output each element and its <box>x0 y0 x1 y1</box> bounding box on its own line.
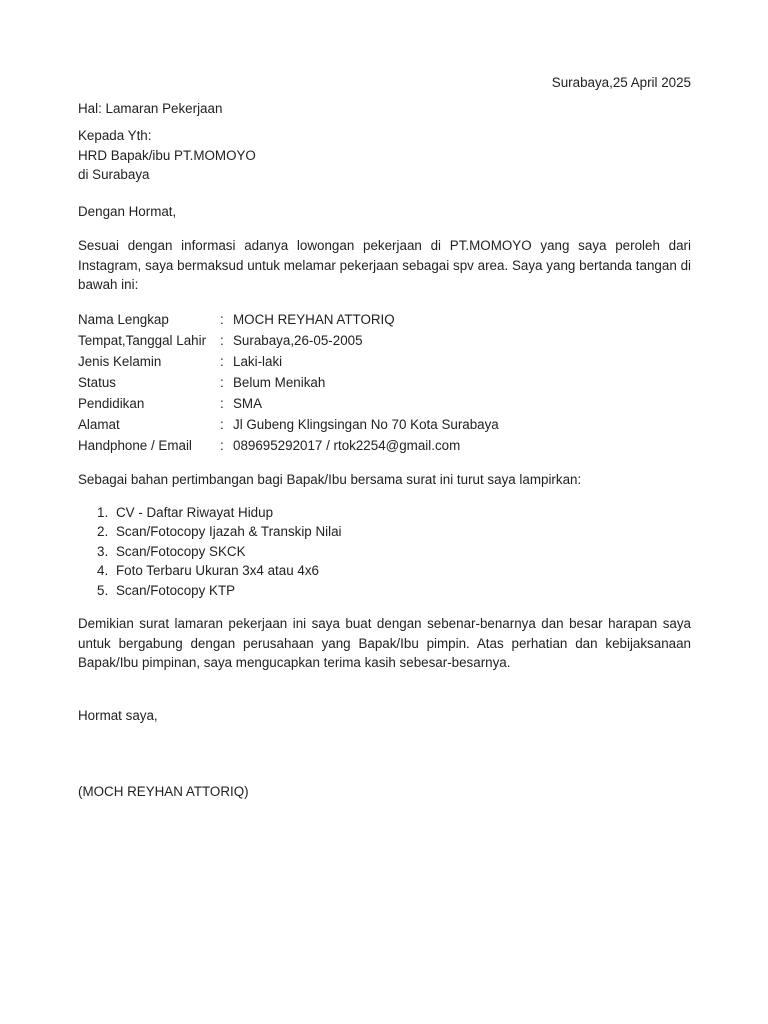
list-text: Scan/Fotocopy Ijazah & Transkip Nilai <box>116 524 342 540</box>
list-text: Foto Terbaru Ukuran 3x4 atau 4x6 <box>116 563 319 579</box>
detail-colon: : <box>220 417 224 432</box>
recipient-block <box>78 126 256 185</box>
detail-colon: : <box>220 396 224 411</box>
detail-value: MOCH REYHAN ATTORIQ <box>233 312 395 327</box>
signature-name: (MOCH REYHAN ATTORIQ) <box>78 784 249 799</box>
closing-paragraph: Demikian surat lamaran pekerjaan ini saya buat dengan sebenar-benarnya dan besar harapan saya untuk bergabung dengan perusahaan yang Bapak/Ibu pimpin. Atas perhatian dan kebijaksanaan Bapak/Ibu pimpinan, saya mengucapkan terima kasih sebesar-besarnya. <box>78 616 691 670</box>
attachments-intro: Sebagai bahan pertimbangan bagi Bapak/Ibu bersama surat ini turut saya lampirkan: <box>78 472 582 487</box>
detail-row <box>78 372 499 393</box>
detail-label: Jenis Kelamin <box>78 354 162 369</box>
detail-colon: : <box>220 438 224 453</box>
detail-colon: : <box>220 375 224 390</box>
detail-value: Laki-laki <box>233 354 283 369</box>
list-text: CV - Daftar Riwayat Hidup <box>116 505 274 520</box>
detail-label: Alamat <box>78 417 120 432</box>
recipient-line: Kepada Yth: <box>78 128 152 143</box>
list-number: 2. <box>97 524 109 540</box>
recipient-line: di Surabaya <box>78 167 150 182</box>
list-text: Scan/Fotocopy KTP <box>116 582 236 598</box>
detail-row <box>78 414 499 435</box>
list-item <box>78 522 342 541</box>
detail-colon: : <box>220 333 224 348</box>
applicant-details-table <box>78 309 499 456</box>
detail-label: Status <box>78 375 116 390</box>
letter-date: Surabaya,25 April 2025 <box>551 75 691 90</box>
list-number: 1. <box>97 505 109 520</box>
detail-value: Jl Gubeng Klingsingan No 70 Kota Surabaya <box>233 417 499 432</box>
detail-value: SMA <box>233 396 263 411</box>
detail-row <box>78 309 499 330</box>
detail-colon: : <box>220 354 224 369</box>
detail-label: Tempat,Tanggal Lahir <box>78 333 207 348</box>
detail-label: Nama Lengkap <box>78 312 169 327</box>
detail-value: Surabaya,26-05-2005 <box>233 333 363 348</box>
signoff: Hormat saya, <box>78 708 158 723</box>
letter-subject: Hal: Lamaran Pekerjaan <box>78 101 223 116</box>
detail-row <box>78 435 499 456</box>
list-item <box>78 581 342 600</box>
detail-colon: : <box>220 312 224 327</box>
list-item <box>78 503 342 522</box>
list-text: Scan/Fotocopy SKCK <box>116 543 246 559</box>
detail-value: Belum Menikah <box>233 375 326 390</box>
recipient-line: HRD Bapak/ibu PT.MOMOYO <box>78 147 256 163</box>
detail-row <box>78 351 499 372</box>
list-number: 5. <box>97 582 109 598</box>
intro-paragraph: Sesuai dengan informasi adanya lowongan pekerjaan di PT.MOMOYO yang saya peroleh dari Instagram, saya bermaksud untuk melamar pekerjaan sebagai spv area. Saya yang bertanda tangan di bawah ini: <box>78 238 691 292</box>
attachments-list <box>78 503 342 600</box>
list-number: 4. <box>97 563 109 579</box>
detail-label: Pendidikan <box>78 396 145 411</box>
list-item <box>78 561 342 580</box>
detail-label: Handphone / Email <box>78 438 192 453</box>
greeting: Dengan Hormat, <box>78 204 177 219</box>
detail-value: 089695292017 / rtok2254@gmail.com <box>233 438 461 453</box>
list-number: 3. <box>97 543 109 559</box>
list-item <box>78 542 342 561</box>
detail-row <box>78 393 499 414</box>
detail-row <box>78 330 499 351</box>
